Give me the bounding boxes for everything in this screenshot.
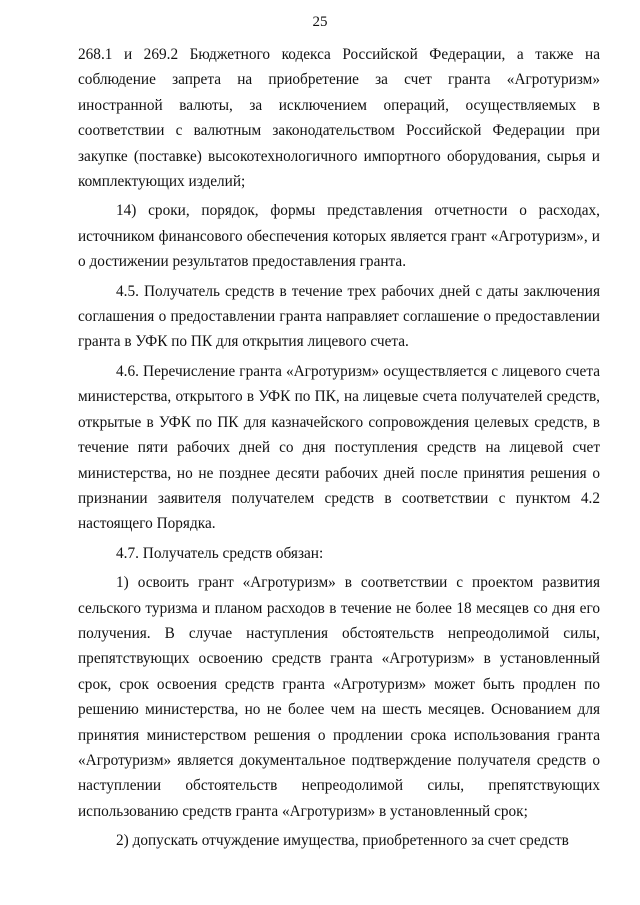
paragraph-item-2: 2) допускать отчуждение имущества, приобретенного за счет средств: [116, 832, 569, 850]
paragraph-4-6: 4.6. Перечисление гранта «Агротуризм» осуществляется с лицевого счета министерства, открытого в УФК по ПК, на лицевые счета получателей средств, открытые в УФК по ПК для казначейского сопровождения целевых средств, в течение пяти рабочих дней со дня поступления средств на лицевой счет министерства, но не позднее десяти рабочих дней после принятия решения о признании заявителя получателем средств в соответствии с пунктом 4.2 настоящего Порядка.: [78, 362, 600, 533]
paragraph-item-14: 14) сроки, порядок, формы представления отчетности о расходах, источником финансового обеспечения которых является грант «Агротуризм», и о достижении результатов предоставления гранта.: [78, 202, 600, 271]
document-body: [78, 42, 600, 854]
paragraph-4-7: 4.7. Получатель средств обязан:: [116, 544, 324, 562]
paragraph-item-1: 1) освоить грант «Агротуризм» в соответствии с проектом развития сельского туризма и планом расходов в течение не более 18 месяцев со дня его получения. В случае наступления обстоятельств непреодолимой силы, препятствующих освоению средств гранта «Агротуризм» в установленный срок, срок освоения средств гранта «Агротуризм» может быть продлен по решению министерства, но не более чем на шесть месяцев. Основанием для принятия министерством решения о продлении срока использования гранта «Агротуризм» является документальное подтверждение получателя средств о наступлении обстоятельств непреодолимой силы, препятствующих использованию средств гранта «Агротуризм» в установленный срок;: [78, 574, 600, 820]
paragraph-4-5: 4.5. Получатель средств в течение трех рабочих дней с даты заключения соглашения о предоставлении гранта направляет соглашение о предоставлении гранта в УФК по ПК для открытия лицевого счета.: [78, 282, 600, 351]
paragraph-continuation: 268.1 и 269.2 Бюджетного кодекса Российской Федерации, а также на соблюдение запрета на приобретение за счет гранта «Агротуризм» иностранной валюты, за исключением операций, осуществляемых в соответствии с валютным законодательством Российской Федерации при закупке (поставке) высокотехнологичного импортного оборудования, сырья и комплектующих изделий;: [78, 46, 600, 191]
page-number: 25: [312, 14, 328, 30]
